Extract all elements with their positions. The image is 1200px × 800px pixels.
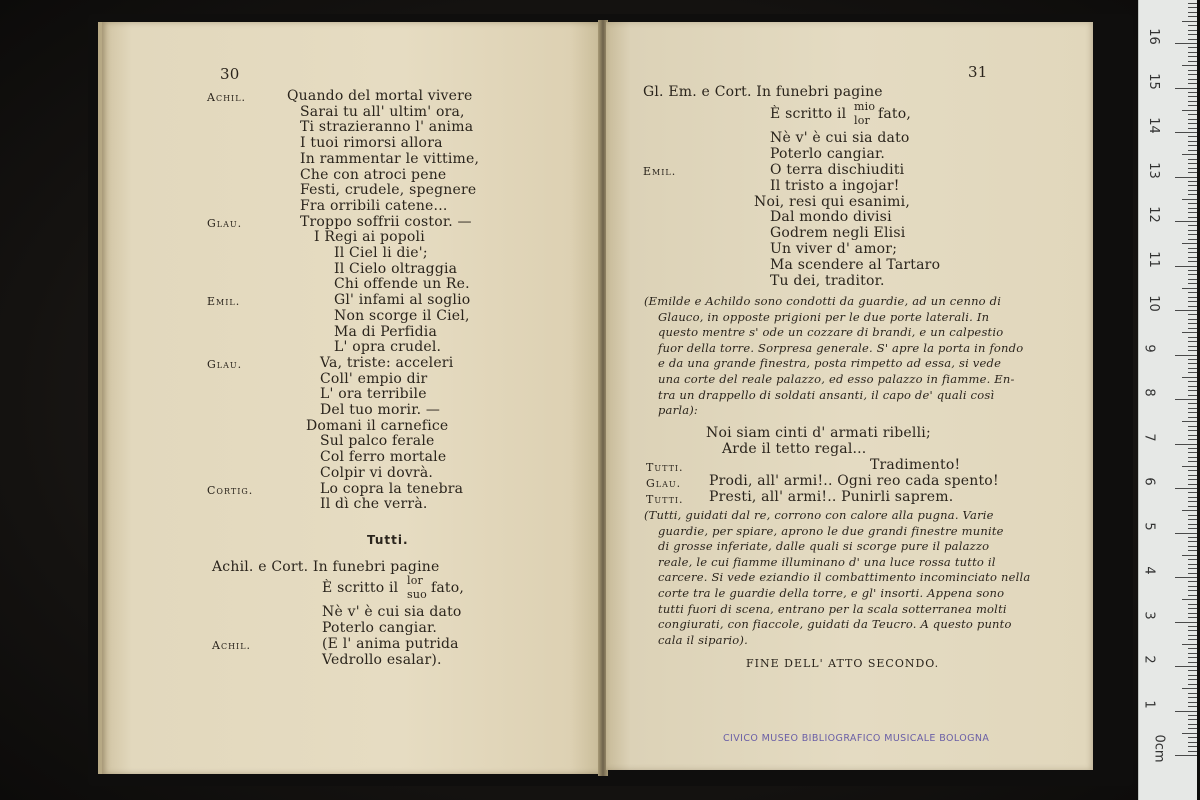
ruler-tick: [1188, 248, 1197, 249]
stage-direction-line: tra un drappello di soldati ansanti, il capo de' quali così: [658, 387, 995, 402]
ruler-tick: [1175, 132, 1197, 133]
ruler-tick: [1188, 328, 1197, 329]
ruler-tick: [1188, 181, 1197, 182]
ruler-tick: [1188, 225, 1197, 226]
ruler-tick: [1188, 386, 1197, 387]
verse-line: Sarai tu all' ultim' ora,: [300, 103, 465, 120]
ruler-tick: [1188, 7, 1197, 8]
ruler-tick: [1188, 101, 1197, 102]
ruler-tick: [1182, 466, 1197, 467]
ruler-tick: [1175, 711, 1197, 712]
act-end: FINE DELL' ATTO SECONDO.: [746, 657, 940, 670]
speaker-name: Glau.: [207, 216, 243, 230]
chorus-line: Nè v' è cui sia dato: [322, 604, 462, 620]
verse-line: Colpir vi dovrà.: [320, 464, 434, 481]
ruler-tick: [1188, 403, 1197, 404]
ruler-tick: [1188, 12, 1197, 13]
ruler-tick: [1188, 270, 1197, 271]
ruler-tick: [1182, 688, 1197, 689]
ruler-tick: [1188, 519, 1197, 520]
ruler-tick: [1188, 25, 1197, 26]
chorus-line: Poterlo cangiar.: [322, 620, 438, 636]
right-page: [606, 22, 1093, 770]
ruler-number: 5: [1141, 521, 1157, 531]
ruler-tick: [1182, 154, 1197, 155]
page-number: 31: [968, 63, 988, 81]
ruler-number: 8: [1141, 388, 1157, 397]
ruler-tick: [1188, 484, 1197, 485]
ruler-tick: [1175, 221, 1197, 222]
ruler-tick: [1188, 145, 1197, 146]
verse-line: Ma di Perfidia: [334, 323, 438, 340]
ruler-number: 9: [1141, 343, 1157, 353]
verse-line: Quando del mortal vivere: [287, 88, 473, 104]
ruler-tick: [1188, 92, 1197, 93]
ruler-tick: [1188, 528, 1197, 529]
ruler-tick: [1188, 257, 1197, 258]
ruler-tick: [1188, 114, 1197, 115]
stage-direction-line: una corte del reale palazzo, ed esso palazzo in fiamme. En-: [658, 372, 1015, 386]
chorus-variant-lower: lor: [854, 114, 870, 127]
ruler-tick: [1188, 368, 1197, 369]
ruler-tick: [1188, 337, 1197, 338]
speaker-name: Glau.: [207, 357, 243, 371]
ruler-tick: [1188, 194, 1197, 195]
ruler-tick: [1175, 43, 1197, 44]
ruler-tick: [1188, 617, 1197, 618]
verse-line: Arde il tetto regal...: [722, 441, 867, 457]
verse-line: Noi siam cinti d' armati ribelli;: [706, 425, 931, 441]
ruler-tick: [1182, 510, 1197, 511]
verse-line: Del tuo morir. —: [320, 402, 441, 418]
ruler-tick: [1175, 533, 1197, 534]
ruler-tick: [1182, 599, 1197, 600]
ruler-tick: [1175, 310, 1197, 311]
ruler-tick: [1188, 684, 1197, 685]
ruler-number: 6: [1141, 477, 1157, 486]
ruler-tick: [1188, 79, 1197, 80]
stage-direction-line: fuor della torre. Sorpresa generale. S' apre la porta in fondo: [658, 340, 1024, 355]
ruler-tick: [1188, 541, 1197, 542]
ruler-tick: [1175, 488, 1197, 489]
ruler-tick: [1188, 448, 1197, 449]
ruler-tick: [1188, 363, 1197, 364]
ruler-tick: [1188, 390, 1197, 391]
stage-direction-line: reale, le cui fiamme illuminano d' una luce rossa tutto il: [658, 554, 996, 569]
ruler-tick: [1188, 626, 1197, 627]
ruler-tick: [1182, 243, 1197, 244]
ruler-tick: [1188, 662, 1197, 663]
ruler-tick: [1188, 515, 1197, 516]
verse-line: Festi, crudele, spegnere: [300, 182, 477, 199]
verse-line: Ti strazieranno l' anima: [300, 119, 474, 136]
stage-direction-line: cala il sipario).: [658, 632, 748, 647]
verse-line: Il Cielo oltraggia: [334, 260, 458, 277]
verse-line: Fra orribili catene...: [300, 197, 448, 214]
ruler-number: 12: [1145, 206, 1161, 223]
chorus-line: Nè v' è cui sia dato: [770, 130, 910, 146]
ruler-tick: [1175, 755, 1197, 756]
ruler-tick: [1188, 234, 1197, 235]
library-stamp: CIVICO MUSEO BIBLIOGRAFICO MUSICALE BOLOGNA: [723, 733, 990, 744]
ruler-tick: [1188, 559, 1197, 560]
ruler-tick: [1188, 212, 1197, 213]
ruler-tick: [1188, 728, 1197, 729]
ruler-tick: [1188, 74, 1197, 75]
chorus-intro: Gl. Em. e Cort. In funebri pagine: [643, 84, 883, 100]
ruler-tick: [1188, 715, 1197, 716]
ruler-tick: [1188, 252, 1197, 253]
speaker-name: Glau.: [646, 477, 682, 490]
ruler-tick: [1188, 608, 1197, 609]
ruler-tick: [1188, 595, 1197, 596]
ruler-tick: [1188, 737, 1197, 738]
ruler-tick: [1188, 61, 1197, 62]
ruler-tick: [1188, 341, 1197, 342]
verse-line: I Regi ai popoli: [314, 229, 425, 246]
verse-line: Noi, resi qui esanimi,: [754, 193, 910, 210]
ruler-tick: [1188, 136, 1197, 137]
ruler-tick: [1188, 675, 1197, 676]
verse-line: Tu dei, traditor.: [770, 272, 885, 289]
ruler-tick: [1182, 555, 1197, 556]
tutti-heading: Tutti.: [367, 533, 409, 547]
ruler-number: 13: [1145, 161, 1161, 179]
ruler-tick: [1182, 421, 1197, 422]
verse-line: Coll' empio dir: [320, 370, 428, 387]
ruler-tick: [1188, 56, 1197, 57]
speaker-name: Tutti.: [646, 461, 684, 474]
speaker-name: Emil.: [643, 165, 677, 178]
ruler-tick: [1188, 702, 1197, 703]
ruler-tick: [1188, 452, 1197, 453]
verse-line: L' ora terribile: [320, 386, 427, 403]
ruler-number: 1: [1141, 699, 1157, 709]
page-number: 30: [220, 65, 240, 83]
ruler-tick: [1182, 644, 1197, 645]
ruler-tick: [1188, 350, 1197, 351]
verse-line: Godrem negli Elisi: [770, 225, 906, 242]
ruler-tick: [1188, 524, 1197, 525]
ruler-number: 15: [1145, 72, 1161, 90]
ruler-tick: [1188, 430, 1197, 431]
left-page: [102, 22, 600, 774]
verse-line: Ma scendere al Tartaro: [770, 256, 941, 273]
ruler-tick: [1188, 39, 1197, 40]
ruler-tick: [1188, 279, 1197, 280]
ruler-tick: [1182, 288, 1197, 289]
ruler-tick: [1188, 70, 1197, 71]
ruler-tick: [1188, 208, 1197, 209]
verse-line: Va, triste: acceleri: [320, 354, 454, 371]
stage-direction-line: e da una grande finestra, posta rimpetto ad essa, si vede: [658, 356, 1002, 371]
ruler-number: 0cm: [1151, 734, 1167, 763]
ruler-tick: [1188, 52, 1197, 53]
ruler-tick: [1188, 564, 1197, 565]
ruler-tick: [1188, 217, 1197, 218]
ruler-number: 11: [1145, 250, 1161, 268]
ruler-tick: [1175, 88, 1197, 89]
verse-line: Che con atroci pene: [300, 166, 447, 183]
verse-line: I tuoi rimorsi allora: [300, 135, 443, 152]
verse-line: Non scorge il Ciel,: [334, 307, 470, 324]
ruler-tick: [1188, 274, 1197, 275]
ruler-tick: [1188, 159, 1197, 160]
speaker-name: Achil.: [212, 639, 252, 652]
ruler-tick: [1188, 604, 1197, 605]
ruler-tick: [1188, 426, 1197, 427]
ruler-tick: [1182, 65, 1197, 66]
ruler-tick: [1188, 412, 1197, 413]
ruler-tick: [1188, 105, 1197, 106]
ruler-tick: [1188, 83, 1197, 84]
verse-line: Il dì che verrà.: [320, 496, 428, 513]
ruler-tick: [1188, 323, 1197, 324]
stage-direction-line: guardie, per spiare, aprono le due grandi finestre munite: [658, 523, 1004, 538]
ruler-tick: [1182, 110, 1197, 111]
verse-line: Sul palco ferale: [320, 433, 435, 450]
ruler-number: 14: [1145, 117, 1161, 134]
ruler-tick: [1188, 185, 1197, 186]
ruler-tick: [1188, 141, 1197, 142]
ruler-tick: [1188, 346, 1197, 347]
ruler-tick: [1188, 742, 1197, 743]
ruler-number: 7: [1141, 432, 1157, 442]
ruler-tick: [1188, 435, 1197, 436]
ruler-tick: [1188, 163, 1197, 164]
verse-line: Un viver d' amor;: [770, 241, 898, 257]
stage-direction-line: di grosse inferiate, dalle quali si scorge pure il palazzo: [658, 539, 990, 554]
ruler-tick: [1188, 581, 1197, 582]
ruler-tick: [1188, 550, 1197, 551]
ruler-tick: [1188, 724, 1197, 725]
ruler-tick: [1188, 381, 1197, 382]
ruler-tick: [1175, 666, 1197, 667]
ruler-tick: [1175, 266, 1197, 267]
ruler-tick: [1188, 746, 1197, 747]
ruler-tick: [1188, 475, 1197, 476]
stage-direction-line: Glauco, in opposte prigioni per le due porte laterali. In: [658, 309, 990, 324]
ruler-tick: [1188, 34, 1197, 35]
verse-line: Dal mondo divisi: [770, 209, 892, 226]
ruler-tick: [1188, 297, 1197, 298]
measuring-ruler: [1138, 0, 1197, 800]
ruler-tick: [1188, 719, 1197, 720]
ruler-tick: [1188, 653, 1197, 654]
ruler-tick: [1188, 319, 1197, 320]
ruler-tick: [1188, 573, 1197, 574]
verse-line: Il Ciel li die';: [334, 245, 428, 261]
ruler-tick: [1182, 377, 1197, 378]
ruler-tick: [1188, 586, 1197, 587]
ruler-tick: [1188, 128, 1197, 129]
ruler-tick: [1188, 648, 1197, 649]
ruler-tick: [1182, 21, 1197, 22]
ruler-tick: [1188, 639, 1197, 640]
ruler-tick: [1188, 590, 1197, 591]
verse-line: Chi offende un Re.: [334, 276, 470, 293]
ruler-tick: [1175, 577, 1197, 578]
chorus-variant-lower: suo: [407, 588, 427, 601]
ruler-tick: [1182, 332, 1197, 333]
speaker-name: Emil.: [207, 295, 241, 309]
verse-line: In rammentar le vittime,: [300, 150, 480, 167]
chorus-line: Poterlo cangiar.: [770, 146, 886, 162]
aside-line: (E l' anima putrida: [322, 636, 459, 652]
ruler-tick: [1188, 670, 1197, 671]
ruler-tick: [1188, 190, 1197, 191]
ruler-tick: [1188, 261, 1197, 262]
ruler-tick: [1188, 506, 1197, 507]
ruler-number: 16: [1145, 28, 1161, 45]
verse-line: Gl' infami al soglio: [334, 292, 471, 309]
verse-line: Col ferro mortale: [320, 449, 447, 466]
ruler-tick: [1188, 30, 1197, 31]
chorus-variant-upper: lor: [407, 574, 423, 587]
ruler-tick: [1175, 177, 1197, 178]
ruler-tick: [1188, 301, 1197, 302]
verse-line: O terra dischiuditi: [770, 162, 905, 178]
chorus-line: fato,: [878, 106, 912, 122]
ruler-tick: [1188, 150, 1197, 151]
ruler-tick: [1182, 733, 1197, 734]
ruler-tick: [1188, 3, 1197, 4]
speaker-name: Tutti.: [646, 493, 684, 506]
ruler-tick: [1188, 417, 1197, 418]
ruler-tick: [1188, 492, 1197, 493]
ruler-tick: [1188, 203, 1197, 204]
ruler-tick: [1188, 359, 1197, 360]
verse-line: L' opra crudel.: [334, 339, 442, 356]
ruler-tick: [1175, 622, 1197, 623]
chorus-line: È scritto il: [322, 580, 399, 596]
aside-line: Vedrollo esalar).: [322, 652, 442, 668]
ruler-tick: [1188, 630, 1197, 631]
ruler-tick: [1188, 693, 1197, 694]
ruler-tick: [1188, 568, 1197, 569]
ruler-tick: [1188, 439, 1197, 440]
verse-line: Presti, all' armi!.. Punirli saprem.: [709, 489, 954, 505]
ruler-tick: [1188, 395, 1197, 396]
ruler-tick: [1188, 119, 1197, 120]
stage-direction-line: tutti fuori di scena, entrano per la scala sotterranea molti: [658, 601, 1007, 616]
stage-direction-line: (Tutti, guidati dal re, corrono con calore alla pugna. Varie: [644, 508, 994, 522]
ruler-tick: [1188, 16, 1197, 17]
stage-direction-line: corte tra le guardie della torre, e gl' insorti. Appena sono: [658, 586, 1005, 600]
ruler-tick: [1175, 355, 1197, 356]
ruler-tick: [1188, 461, 1197, 462]
ruler-tick: [1188, 470, 1197, 471]
ruler-tick: [1188, 706, 1197, 707]
ruler-number: 3: [1141, 610, 1157, 620]
ruler-tick: [1188, 497, 1197, 498]
ruler-tick: [1188, 306, 1197, 307]
ruler-tick: [1188, 613, 1197, 614]
ruler-tick: [1188, 172, 1197, 173]
stage-direction-line: (Emilde e Achildo sono condotti da guardie, ad un cenno di: [644, 294, 1002, 308]
chorus-intro: Achil. e Cort. In funebri pagine: [212, 559, 440, 575]
ruler-tick: [1188, 96, 1197, 97]
verse-line: Il tristo a ingojar!: [770, 177, 900, 194]
ruler-number: 10: [1145, 295, 1161, 312]
ruler-tick: [1188, 230, 1197, 231]
ruler-tick: [1188, 239, 1197, 240]
ruler-tick: [1188, 657, 1197, 658]
ruler-tick: [1188, 292, 1197, 293]
ruler-tick: [1188, 314, 1197, 315]
ruler-tick: [1188, 168, 1197, 169]
speaker-name: Achil.: [207, 91, 247, 104]
verse-line: Prodi, all' armi!.. Ogni reo cada spento!: [709, 473, 999, 489]
stage-direction-line: parla):: [658, 403, 699, 418]
verse-line: Lo copra la tenebra: [320, 480, 464, 497]
ruler-tick: [1175, 444, 1197, 445]
ruler-tick: [1188, 697, 1197, 698]
ruler-number: 4: [1141, 566, 1157, 575]
stage-direction-line: questo mentre s' ode un cozzare di brandi, e un calpestio: [658, 325, 1004, 340]
ruler-tick: [1188, 635, 1197, 636]
ruler-tick: [1188, 751, 1197, 752]
chorus-line: fato,: [431, 580, 465, 596]
verse-line: Domani il carnefice: [306, 417, 449, 434]
ruler-tick: [1188, 283, 1197, 284]
chorus-variant-upper: mio: [854, 100, 876, 113]
ruler-tick: [1188, 408, 1197, 409]
ruler-tick: [1188, 123, 1197, 124]
ruler-tick: [1188, 537, 1197, 538]
speaker-name: Cortig.: [207, 483, 254, 497]
ruler-tick: [1188, 479, 1197, 480]
ruler-tick: [1188, 47, 1197, 48]
stage-direction-line: congiurati, con fiaccole, guidati da Teucro. A questo punto: [658, 617, 1012, 632]
ruler-tick: [1188, 372, 1197, 373]
chorus-line: È scritto il: [770, 106, 847, 122]
ruler-tick: [1175, 399, 1197, 400]
ruler-number: 2: [1141, 655, 1157, 664]
ruler-tick: [1188, 501, 1197, 502]
stage-direction-line: carcere. Si vede eziandio il combattimento incominciato nella: [658, 570, 1031, 585]
ruler-tick: [1188, 546, 1197, 547]
ruler-tick: [1182, 199, 1197, 200]
ruler-tick: [1188, 457, 1197, 458]
verse-line: Tradimento!: [870, 457, 961, 473]
verse-line: Troppo soffrii costor. —: [300, 213, 472, 230]
ruler-tick: [1188, 679, 1197, 680]
